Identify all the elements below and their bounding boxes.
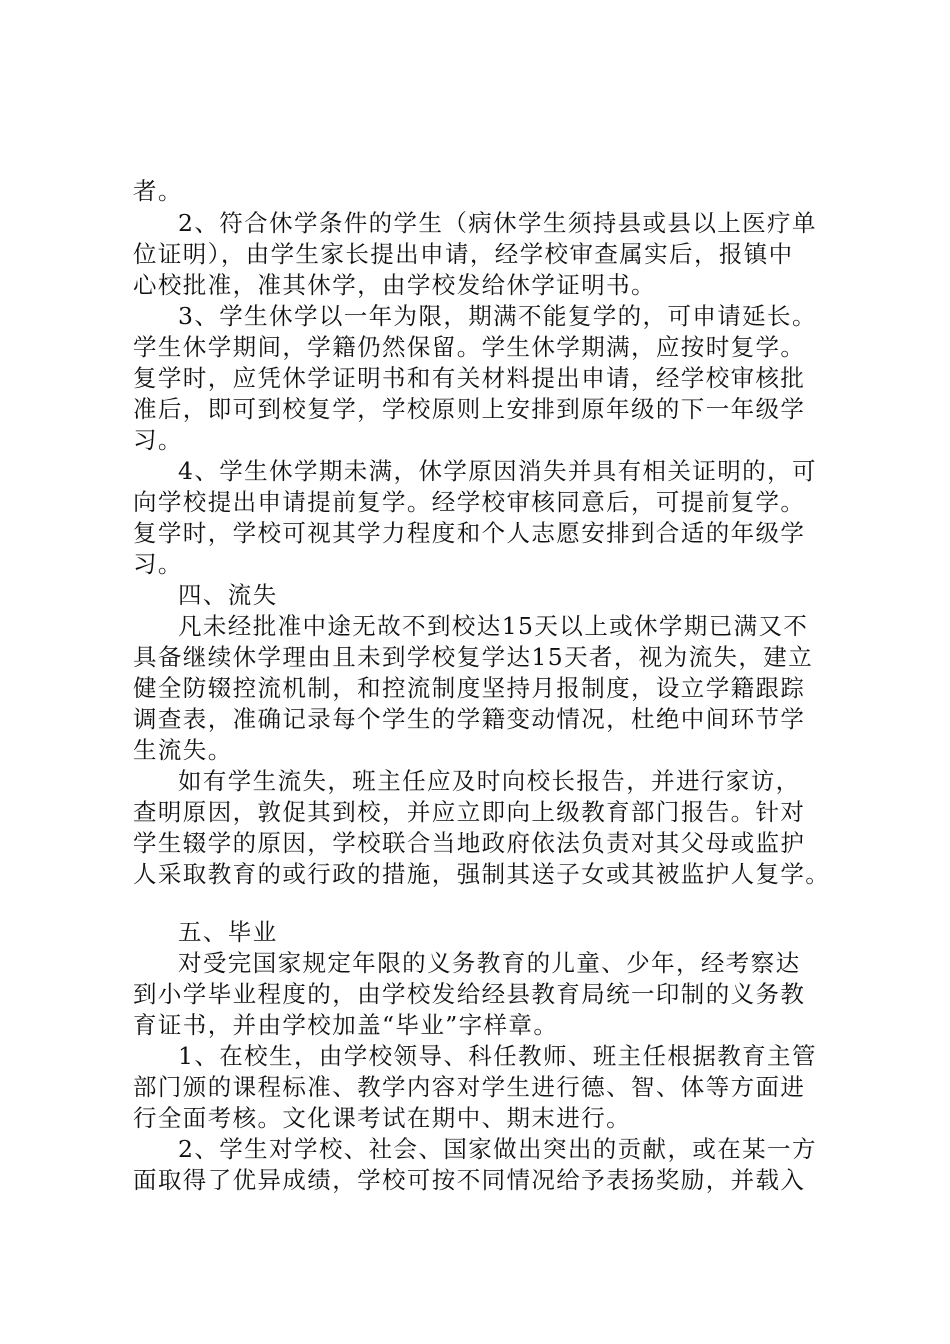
text-line: 育证书，并由学校加盖“毕业”字样章。 <box>133 1011 559 1039</box>
section-heading: 四、流失 <box>178 581 278 609</box>
text-line: 者。 <box>133 177 183 205</box>
text-line: 面取得了优异成绩，学校可按不同情况给予表扬奖励，并载入 <box>133 1166 806 1194</box>
paragraph-line: 2、学生对学校、社会、国家做出突出的贡献，或在某一方 <box>178 1135 817 1163</box>
text-line: 复学时，应凭休学证明书和有关材料提出申请，经学校审核批 <box>133 364 806 392</box>
text-line: 健全防辍控流机制，和控流制度坚持月报制度，设立学籍跟踪 <box>133 674 806 702</box>
text-line: 复学时，学校可视其学力程度和个人志愿安排到合适的年级学 <box>133 519 806 547</box>
text-line: 生流失。 <box>133 736 233 764</box>
text-line: 人采取教育的或行政的措施，强制其送子女或其被监护人复学。 <box>133 860 831 888</box>
text-line: 具备继续休学理由且未到学校复学达15天者，视为流失，建立 <box>133 643 814 671</box>
text-line: 习。 <box>133 550 183 578</box>
text-line: 学生休学期间，学籍仍然保留。学生休学期满，应按时复学。 <box>133 333 806 361</box>
paragraph-line: 3、学生休学以一年为限，期满不能复学的，可申请延长。 <box>178 302 817 330</box>
paragraph-line: 4、学生休学期未满，休学原因消失并具有相关证明的，可 <box>178 457 817 485</box>
text-line: 心校批准，准其休学，由学校发给休学证明书。 <box>133 271 656 299</box>
section-heading: 五、毕业 <box>178 918 278 946</box>
text-line: 准后，即可到校复学，学校原则上安排到原年级的下一年级学 <box>133 395 806 423</box>
text-line: 部门颁的课程标准、教学内容对学生进行德、智、体等方面进 <box>133 1073 806 1101</box>
paragraph-line: 凡未经批准中途无故不到校达15天以上或休学期已满又不 <box>178 612 809 640</box>
paragraph-line: 2、符合休学条件的学生（病休学生须持县或县以上医疗单 <box>178 209 817 237</box>
text-line: 学生辍学的原因，学校联合当地政府依法负责对其父母或监护 <box>133 829 806 857</box>
text-line: 向学校提出申请提前复学。经学校审核同意后，可提前复学。 <box>133 488 806 516</box>
text-line: 查明原因，敦促其到校，并应立即向上级教育部门报告。针对 <box>133 798 806 826</box>
text-line: 习。 <box>133 426 183 454</box>
text-line: 到小学毕业程度的，由学校发给经县教育局统一印制的义务教 <box>133 980 806 1008</box>
paragraph-line: 1、在校生，由学校领导、科任教师、班主任根据教育主管 <box>178 1042 817 1070</box>
paragraph-line: 对受完国家规定年限的义务教育的儿童、少年，经考察达 <box>178 949 801 977</box>
paragraph-line: 如有学生流失，班主任应及时向校长报告，并进行家访， <box>178 767 801 795</box>
text-line: 行全面考核。文化课考试在期中、期末进行。 <box>133 1104 631 1132</box>
text-line: 调查表，准确记录每个学生的学籍变动情况，杜绝中间环节学 <box>133 705 806 733</box>
text-line: 位证明），由学生家长提出申请，经学校审查属实后，报镇中 <box>133 240 794 268</box>
